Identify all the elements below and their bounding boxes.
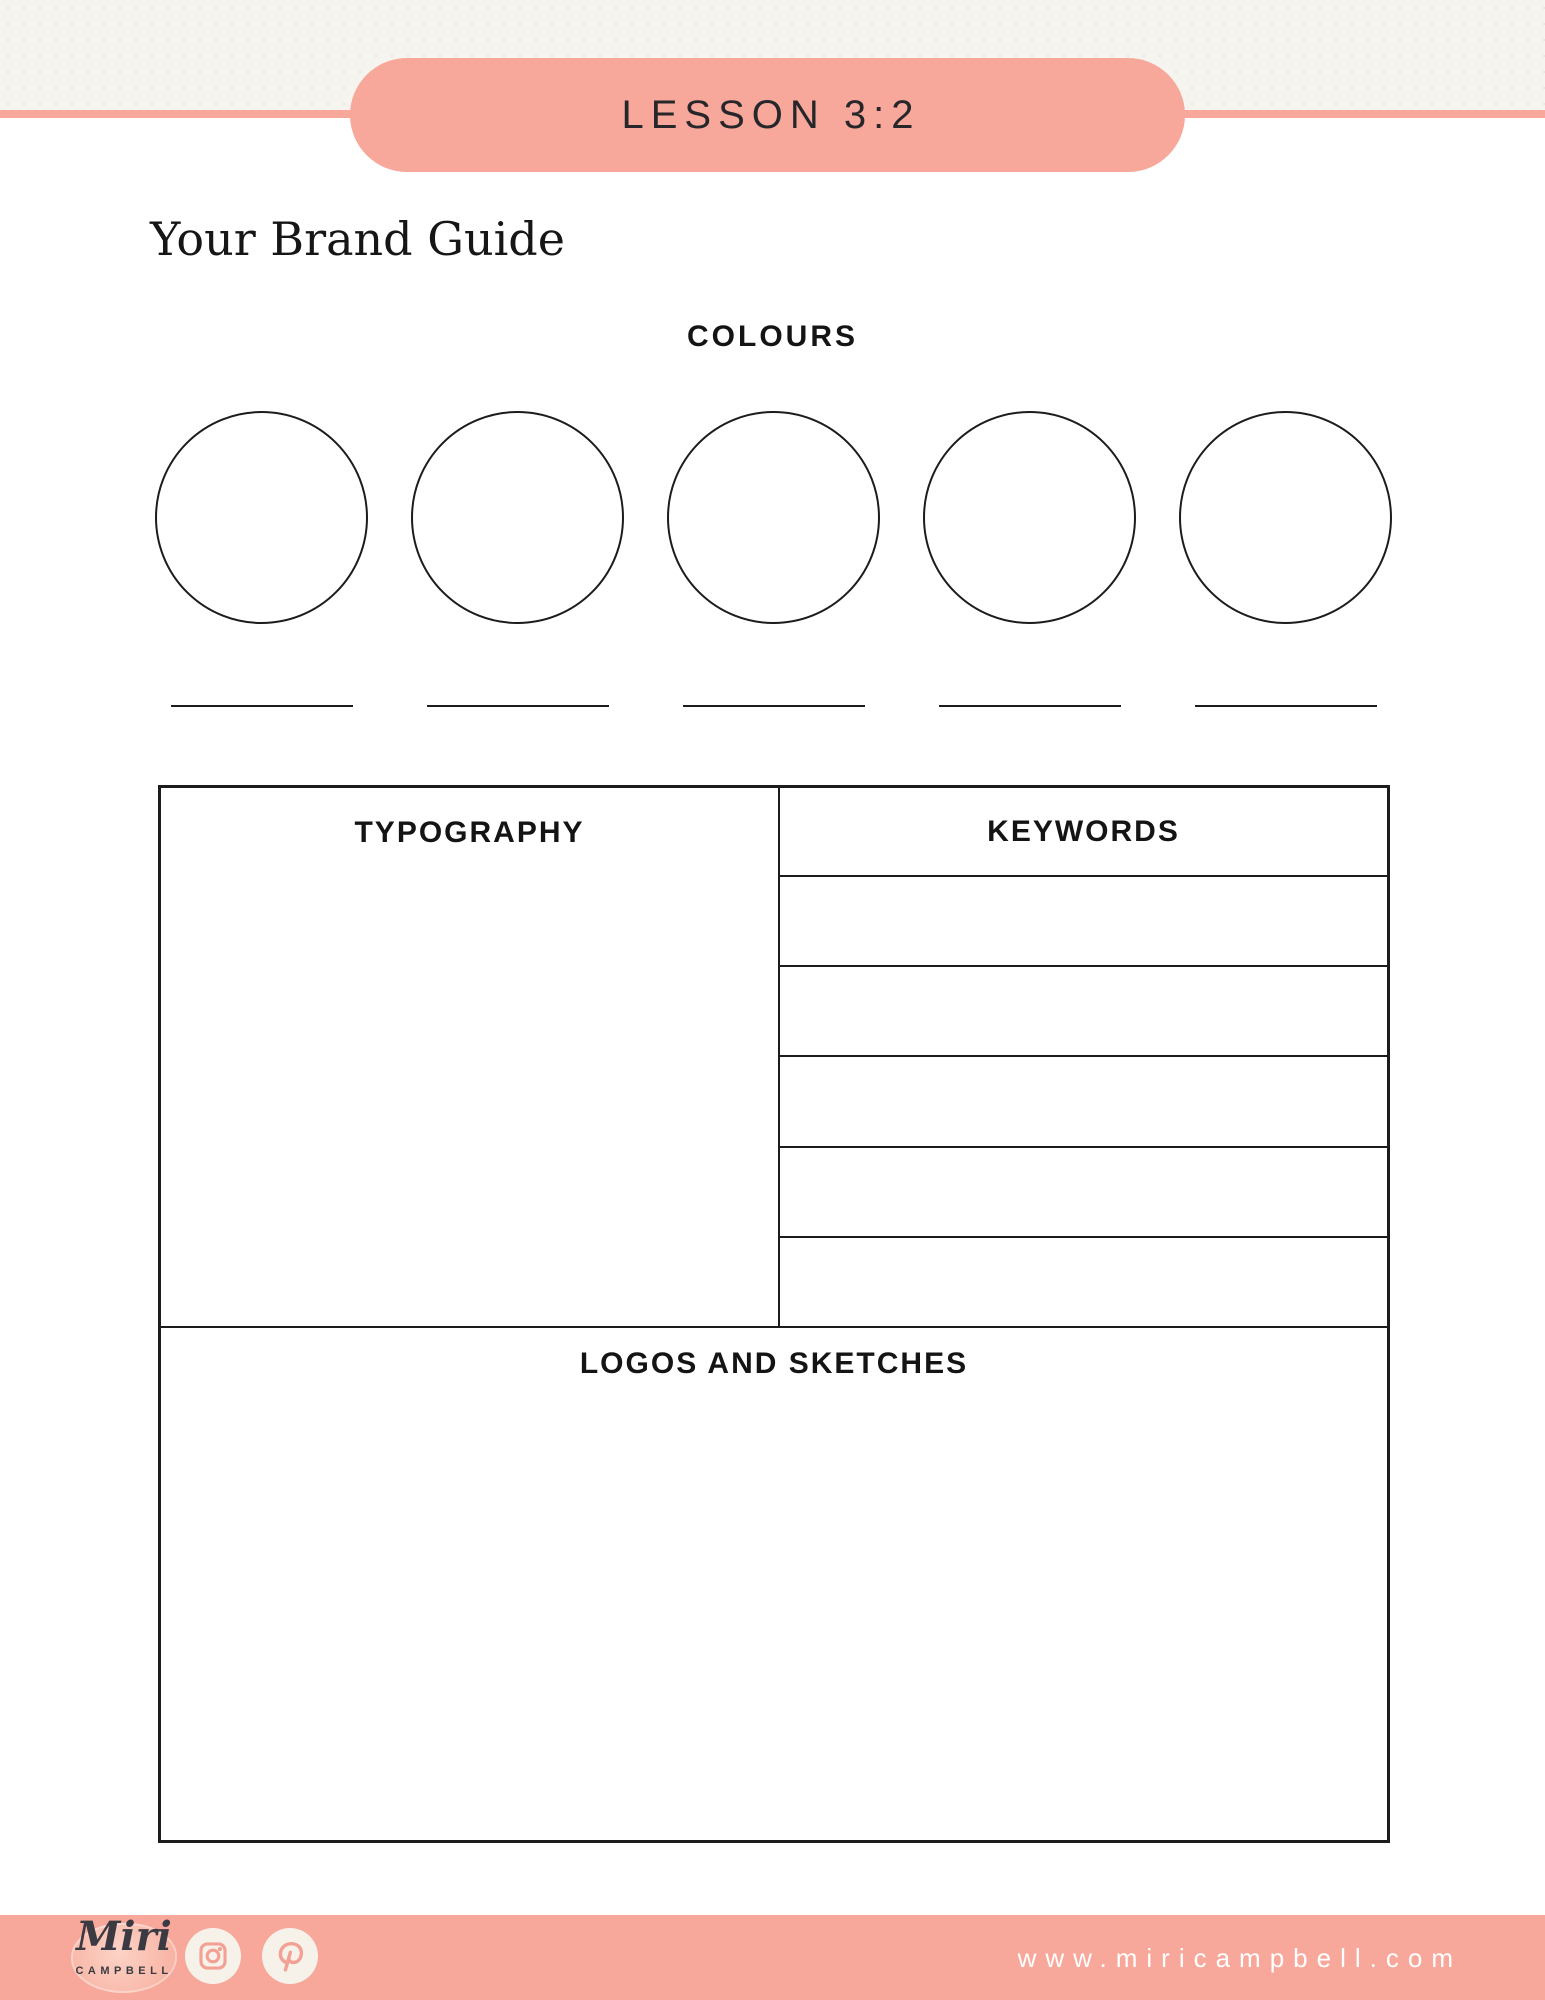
colour-swatch-circle [1179, 411, 1392, 624]
keyword-row [780, 967, 1387, 1057]
lesson-badge [350, 58, 1185, 172]
logos-heading: LOGOS AND SKETCHES [579, 1347, 969, 1380]
lesson-badge-label: LESSON 3:2 [621, 92, 921, 137]
keyword-row [780, 877, 1387, 967]
brand-first-name: Miri [76, 1913, 172, 1960]
colour-label-slot [411, 705, 624, 707]
colour-label-line [1195, 705, 1377, 707]
colour-label-line [171, 705, 353, 707]
colour-label-slot [667, 705, 880, 707]
colour-label-slot [1179, 705, 1392, 707]
colour-swatch-circle [667, 411, 880, 624]
keywords-header [780, 788, 1387, 877]
colour-label-slot [155, 705, 368, 707]
logos-and-sketches-section [161, 1326, 1387, 1840]
keywords-column [780, 788, 1387, 1326]
brand-last-name: CAMPBELL [75, 1965, 173, 1977]
footer-bar [0, 1915, 1545, 2000]
brand-logo [69, 1909, 179, 2000]
colour-label-line-row [155, 705, 1392, 707]
keyword-row [780, 1057, 1387, 1147]
colours-heading: COLOURS [687, 320, 858, 353]
pinterest-glyph [272, 1938, 308, 1974]
keyword-row [780, 1148, 1387, 1238]
colour-swatch-circle [923, 411, 1136, 624]
colour-swatch-circle [411, 411, 624, 624]
colour-label-line [939, 705, 1121, 707]
page-title: Your Brand Guide [150, 212, 565, 266]
colour-label-line [683, 705, 865, 707]
pinterest-icon[interactable] [262, 1928, 318, 1984]
brand-guide-table [158, 785, 1390, 1843]
website-link[interactable]: www.miricampbell.com [1017, 1943, 1462, 1973]
typography-cell [161, 788, 780, 1326]
typography-heading: TYPOGRAPHY [354, 816, 585, 849]
colour-swatch-row [155, 411, 1392, 624]
instagram-icon[interactable] [185, 1928, 241, 1984]
keyword-row [780, 1238, 1387, 1326]
colour-label-line [427, 705, 609, 707]
instagram-glyph [196, 1939, 230, 1973]
colour-swatch-circle [155, 411, 368, 624]
keywords-heading: KEYWORDS [987, 814, 1180, 848]
colour-label-slot [923, 705, 1136, 707]
